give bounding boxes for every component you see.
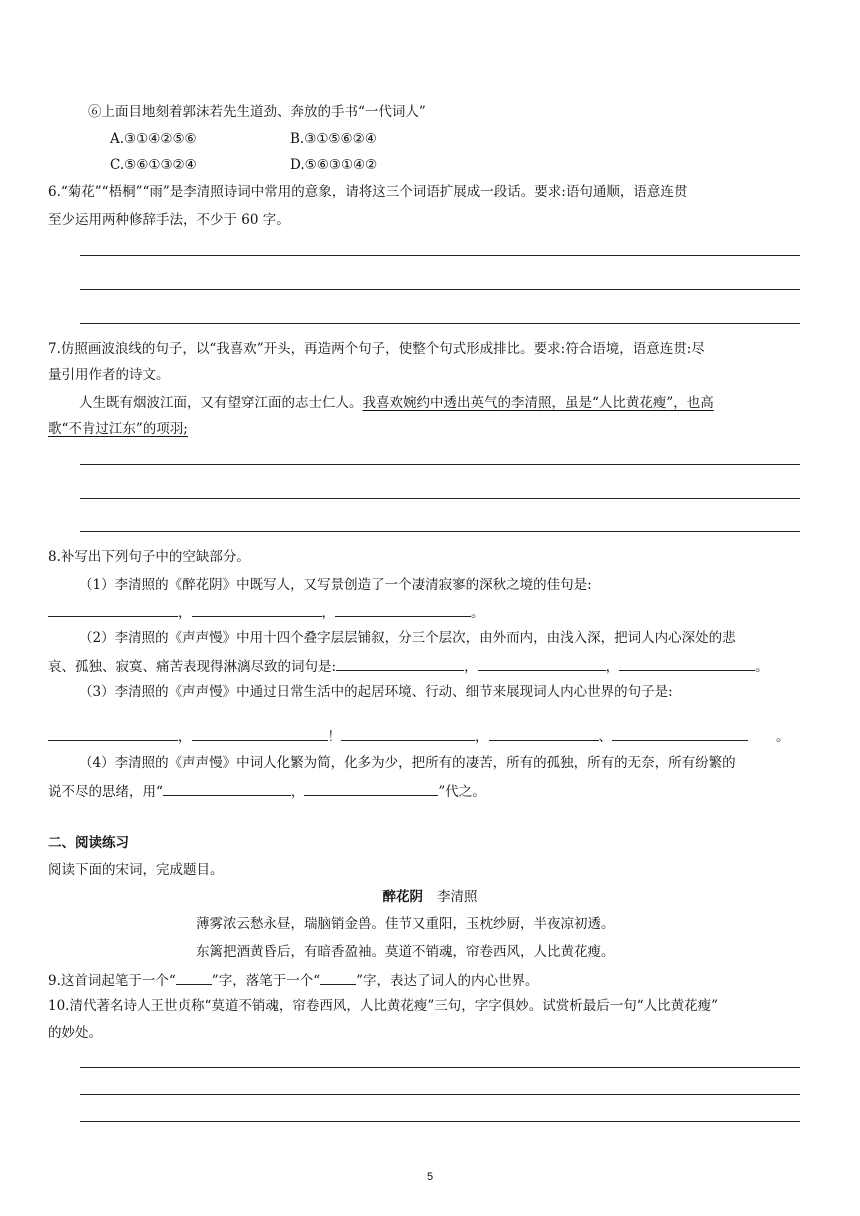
fill-blank[interactable] xyxy=(336,656,464,671)
punct: ， xyxy=(464,659,478,675)
q9-text-1: 9.这首词起笔于一个“ xyxy=(48,973,176,989)
q5-item-6: ⑥上面目地刻着郭沫若先生道劲、奔放的手书“一代词人” xyxy=(88,104,426,120)
q8-sub1-prompt: （1）李清照的《醉花阴》中既写人，又写景创造了一个凄清寂寥的深秋之境的佳句是: xyxy=(79,577,592,593)
section-intro: 阅读下面的宋词，完成题目。 xyxy=(48,862,224,878)
q8-sub2-prompt-line1: （2）李清照的《声声慢》中用十四个叠字层层铺叙，分三个层次，由外而内，由浅入深，把词人内心深处的悲 xyxy=(79,630,736,646)
q7-prompt-line1: 7.仿照画波浪线的句子，以“我喜欢”开头，再造两个句子，使整个句式形成排比。要求:符合语境，语意连贯:尽 xyxy=(48,341,705,357)
punct: 、 xyxy=(598,729,612,745)
q6-prompt-line2: 至少运用两种修辞手法，不少于 60 字。 xyxy=(48,212,290,228)
fill-blank[interactable] xyxy=(48,602,178,617)
fill-blank[interactable] xyxy=(341,726,475,741)
punct: ， xyxy=(290,784,305,800)
q7-wavy-sentence-cont: 歌“不肯过江东”的项羽; xyxy=(48,421,188,437)
punct: 。 xyxy=(776,729,790,745)
fill-blank[interactable] xyxy=(619,656,755,671)
poem-title-line xyxy=(0,888,860,906)
q8-sub3-blanks xyxy=(48,726,790,746)
fill-blank[interactable] xyxy=(320,970,356,985)
section-heading: 二、阅读练习 xyxy=(48,835,129,851)
punct: ， xyxy=(475,729,489,745)
poem-author: 李清照 xyxy=(437,889,478,905)
q7-prompt-line2: 量引用作者的诗文。 xyxy=(48,367,170,383)
page-number: 5 xyxy=(426,1171,434,1183)
poem-line-2: 东篱把酒黄昏后，有暗香盈袖。莫道不销魂，帘卷西风，人比黄花瘦。 xyxy=(196,944,615,960)
q9-text-3: ”字，表达了词人的内心世界。 xyxy=(356,973,539,989)
punct: ， xyxy=(178,605,192,621)
q9-text-2: ”字，落笔于一个“ xyxy=(211,973,321,989)
q10-prompt-line1: 10.清代著名诗人王世贞称“莫道不销魂，帘卷西风，人比黄花瘦”三句，字字俱妙。试赏析最后一句“人比黄花瘦” xyxy=(48,998,719,1014)
q7-example-line2 xyxy=(48,420,188,438)
fill-blank[interactable] xyxy=(48,726,178,741)
q8-sub2-prompt-line2 xyxy=(48,656,769,676)
q6-answer-line[interactable] xyxy=(80,323,800,324)
q5-option-a: A.③①④②⑤⑥ xyxy=(110,131,197,147)
fill-blank[interactable] xyxy=(192,602,322,617)
fill-blank[interactable] xyxy=(176,970,212,985)
q6-answer-line[interactable] xyxy=(80,255,800,256)
fill-blank[interactable] xyxy=(163,781,291,796)
q8-sub4-prompt-line2 xyxy=(48,781,486,801)
q8-sub4-prompt-line1: （4）李清照的《声声慢》中词人化繁为简，化多为少，把所有的凄苦，所有的孤独，所有的无奈，所有纷繁的 xyxy=(79,755,736,771)
fill-blank[interactable] xyxy=(478,656,606,671)
fill-blank[interactable] xyxy=(192,726,328,741)
punct: ！ xyxy=(327,729,341,745)
punct: ， xyxy=(321,605,335,621)
q8-sub4-text-start: 说不尽的思绪，用“ xyxy=(48,784,163,800)
q10-answer-line[interactable] xyxy=(80,1094,800,1095)
q8-sub1-blanks xyxy=(48,602,485,622)
fill-blank[interactable] xyxy=(335,602,471,617)
fill-blank[interactable] xyxy=(304,781,438,796)
q9-prompt xyxy=(48,970,539,990)
punct: 。 xyxy=(755,659,769,675)
fill-blank[interactable] xyxy=(489,726,599,741)
poem-line-1: 薄雾浓云愁永昼，瑞脑销金兽。佳节又重阳，玉枕纱厨，半夜凉初透。 xyxy=(196,916,615,932)
q7-wavy-sentence: 我喜欢婉约中透出英气的李清照，虽是“人比黄花瘦”，也高 xyxy=(362,395,714,411)
q7-answer-line[interactable] xyxy=(80,531,800,532)
q7-answer-line[interactable] xyxy=(80,498,800,499)
q6-prompt-line1: 6.“菊花”“梧桐”“雨”是李清照诗词中常用的意象，请将这三个词语扩展成一段话。要求:语句通顺，语意连贯 xyxy=(48,184,688,200)
punct: ， xyxy=(178,729,192,745)
q8-sub3-prompt: （3）李清照的《声声慢》中通过日常生活中的起居环境、行动、细节来展现词人内心世界的句子是: xyxy=(79,684,673,700)
q5-option-d: D.⑤⑥③①④② xyxy=(290,157,378,173)
punct: 。 xyxy=(471,605,485,621)
q7-example-context: 人生既有烟波江面，又有望穿江面的志士仁人。 xyxy=(79,395,363,411)
q10-answer-line[interactable] xyxy=(80,1067,800,1068)
punct: ， xyxy=(605,659,620,675)
q7-answer-line[interactable] xyxy=(80,464,800,465)
poem-title: 醉花阴 xyxy=(382,889,423,905)
q7-example-line1 xyxy=(79,394,714,412)
q10-prompt-line2: 的妙处。 xyxy=(48,1025,102,1041)
q8-title: 8.补写出下列句子中的空缺部分。 xyxy=(48,549,250,565)
q8-sub4-text-end: ”代之。 xyxy=(438,784,486,800)
fill-blank[interactable] xyxy=(612,726,748,741)
q5-option-b: B.③①⑤⑥②④ xyxy=(290,131,377,147)
q8-sub2-text: 哀、孤独、寂寞、痛苦表现得淋漓尽致的词句是: xyxy=(48,659,337,675)
q5-option-c: C.⑤⑥①③②④ xyxy=(110,157,197,173)
q10-answer-line[interactable] xyxy=(80,1121,800,1122)
q6-answer-line[interactable] xyxy=(80,289,800,290)
